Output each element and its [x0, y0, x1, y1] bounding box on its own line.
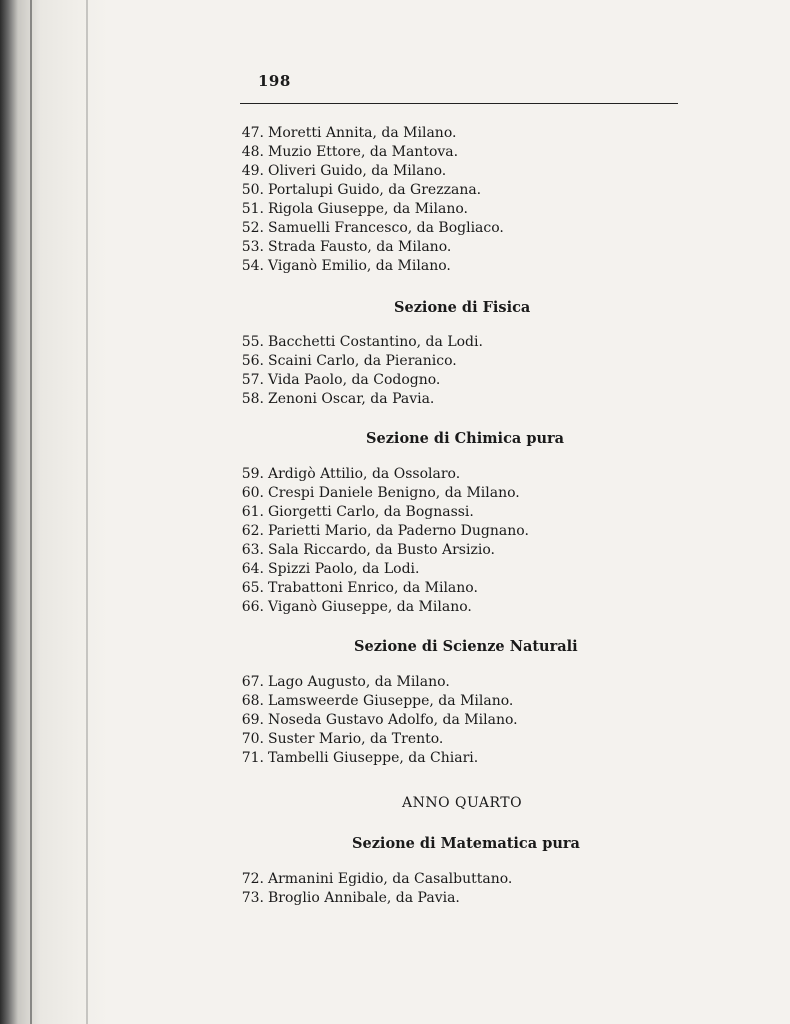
entry-list	[232, 465, 652, 617]
list-item: 69. Noseda Gustavo Adolfo, da Milano.	[241, 712, 518, 728]
list-item: 70. Suster Mario, da Trento.	[241, 731, 444, 747]
binding-edge-line	[30, 0, 32, 1024]
list-item: 55. Bacchetti Costantino, da Lodi.	[241, 334, 483, 350]
entry-list	[232, 124, 652, 276]
list-item: 66. Viganò Giuseppe, da Milano.	[241, 599, 472, 615]
entry-list	[232, 870, 652, 908]
section-heading: Sezione di Matematica pura	[352, 835, 580, 852]
list-item: 64. Spizzi Paolo, da Lodi.	[241, 561, 420, 577]
header-rule	[240, 103, 678, 104]
section-heading: Sezione di Scienze Naturali	[354, 638, 578, 655]
list-item: 50. Portalupi Guido, da Grezzana.	[241, 182, 482, 198]
list-item: 57. Vida Paolo, da Codogno.	[241, 372, 441, 388]
list-item: 48. Muzio Ettore, da Mantova.	[241, 144, 459, 160]
list-item: 67. Lago Augusto, da Milano.	[241, 674, 450, 690]
list-item: 71. Tambelli Giuseppe, da Chiari.	[241, 750, 479, 766]
list-item: 49. Oliveri Guido, da Milano.	[241, 163, 447, 179]
list-item: 47. Moretti Annita, da Milano.	[241, 125, 457, 141]
list-item: 65. Trabattoni Enrico, da Milano.	[241, 580, 478, 596]
list-item: 72. Armanini Egidio, da Casalbuttano.	[241, 871, 513, 887]
list-item: 63. Sala Riccardo, da Busto Arsizio.	[241, 542, 495, 558]
year-heading: ANNO QUARTO	[402, 795, 523, 811]
list-item: 61. Giorgetti Carlo, da Bognassi.	[241, 504, 474, 520]
book-binding-shadow	[0, 0, 110, 1024]
entry-list	[232, 333, 652, 409]
list-item: 68. Lamsweerde Giuseppe, da Milano.	[241, 693, 514, 709]
list-item: 58. Zenoni Oscar, da Pavia.	[241, 391, 435, 407]
list-item: 56. Scaini Carlo, da Pieranico.	[241, 353, 457, 369]
list-item: 73. Broglio Annibale, da Pavia.	[241, 890, 460, 906]
list-item: 52. Samuelli Francesco, da Bogliaco.	[241, 220, 504, 236]
binding-edge-line	[86, 0, 88, 1024]
section-heading: Sezione di Chimica pura	[366, 430, 565, 447]
list-item: 53. Strada Fausto, da Milano.	[241, 239, 452, 255]
list-item: 54. Viganò Emilio, da Milano.	[241, 258, 451, 274]
list-item: 59. Ardigò Attilio, da Ossolaro.	[241, 466, 461, 482]
list-item: 62. Parietti Mario, da Paderno Dugnano.	[241, 523, 529, 539]
page-number: 198	[258, 72, 291, 90]
section-heading: Sezione di Fisica	[394, 299, 531, 316]
entry-list	[232, 673, 652, 768]
list-item: 51. Rigola Giuseppe, da Milano.	[241, 201, 468, 217]
list-item: 60. Crespi Daniele Benigno, da Milano.	[241, 485, 520, 501]
